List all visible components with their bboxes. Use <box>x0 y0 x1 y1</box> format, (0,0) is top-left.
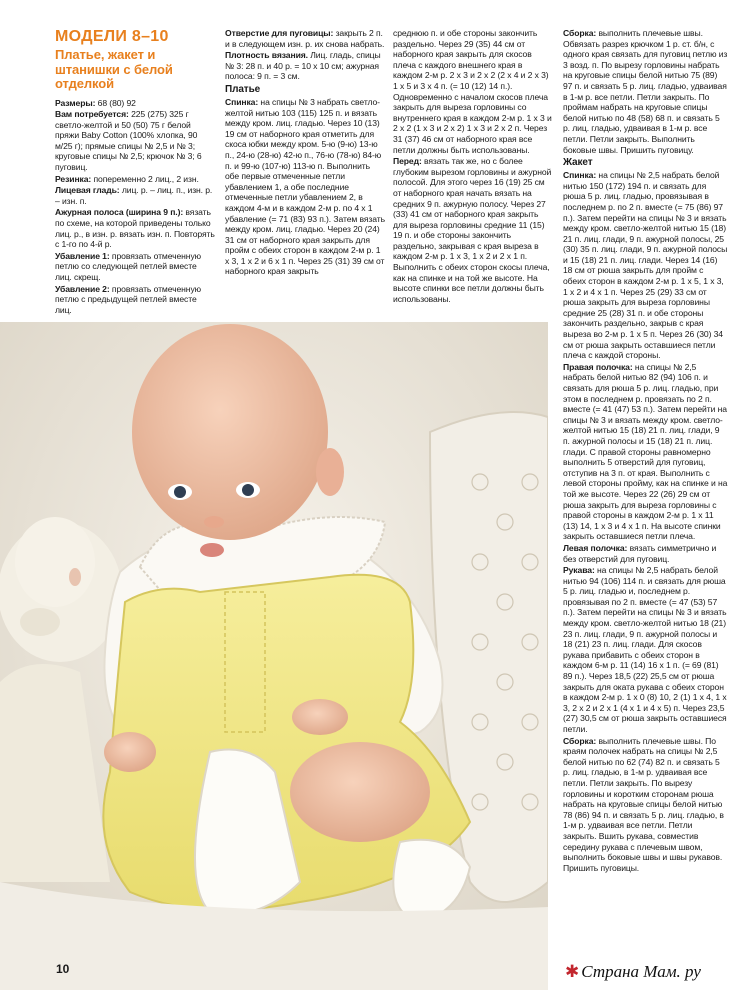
baby-photo-illustration <box>0 322 548 990</box>
right-front-text: на спицы № 2,5 набрать белой нитью 82 (94) 106 п. и связать для рюша 5 р. лиц. гладью, при этом в последнем р. провязать по 2 п. вместе (= 41 (47) 53 п.). Затем перейти на спицы № 3 и вязать между кром. светло-желтой нитью 15 (18) 21 п. лиц. глади, 9 п. ажурной полосы и 15 (18) 21 п. лиц. глади. С правой стороны равномерно выполнить 5 отверстий для пуговиц, отступив на 3 п. от края. Выполнить с левой стороны пройму, как на спинке и на той же высоте. Через 22 (26) 29 см от рюша закрыть для выреза горловины с правой стороны в каждом 2-м р. 1 х 11 (13) 14, 1 х 3 и 4 х 1 п. На высоте спинки закрыть оставшиеся петли плеча. <box>563 361 728 542</box>
gauge-label: Плотность вязания. <box>225 50 308 61</box>
dress-front-label: Перед: <box>393 156 422 167</box>
left-front-label: Левая полочка: <box>563 542 628 553</box>
lace-label: Ажурная полоса (ширина 9 п.): <box>55 207 184 218</box>
jacket-assembly-paragraph <box>563 736 728 874</box>
decrease2-paragraph <box>55 284 215 316</box>
gauge-text: Лиц. гладь, спицы № 3: 28 п. и 40 р. = 10 х 10 см; ажурная полоса: 9 п. = 3 см. <box>225 50 381 82</box>
stockinette-paragraph <box>55 185 215 206</box>
dress-back-continued: среднюю п. и обе стороны закончить раздельно. Через 29 (35) 44 см от наборного края закрыть для скосов плеча с каждого внешнего края в каждом 2-м р. 2 х 3 и 2 х 2 (2 х 4 и 2 х 3) 1 х 5 и 3 х 4 п. (= 10 (12) 14 п.). Одновременно с началом скосов плеча закрыть для выреза горловины со внутреннего края в каждом 2-м р. 1 х 3 и 2 х 2 (1 х 3 и 2 х 2) 1 х 3 и 2 х 2 п. Через 31 (37) 46 см от наборного края все петли должны быть использованы. <box>393 28 552 155</box>
sizes-paragraph <box>55 98 215 109</box>
dress-assembly-paragraph <box>563 28 728 155</box>
jacket-back-label: Спинка: <box>563 170 597 181</box>
decrease1-paragraph <box>55 251 215 283</box>
lace-paragraph <box>55 207 215 249</box>
baby-right-hand <box>292 699 348 735</box>
baby-photo <box>0 322 548 990</box>
page-number: 10 <box>56 962 70 976</box>
sleeves-paragraph <box>563 565 728 735</box>
materials-text: 225 (275) 325 г светло-желтой и 50 (50) 75 г белой пряжи Baby Cotton (100% хлопка, 90 м/25 г); прямые спицы № 2,5 и № 3; круговые спицы № 2,5; крючок № 3; 6 пуговиц. <box>55 109 202 173</box>
materials-paragraph <box>55 109 215 173</box>
rib-label: Резинка: <box>55 173 92 184</box>
right-front-paragraph <box>563 362 728 542</box>
materials-label: Вам потребуется: <box>55 109 129 120</box>
lace-text: вязать по схеме, на которой приведены только лиц. р., в изн. р. вязать изн. п. Повторять с 1-го по 4-й р. <box>55 207 215 250</box>
baby-head <box>132 324 328 540</box>
decrease2-label: Убавление 2: <box>55 283 110 294</box>
models-title: МОДЕЛИ 8–10 <box>55 28 169 45</box>
decrease1-label: Убавление 1: <box>55 250 110 261</box>
decrease1-text: провязать отмеченную петлю со следующей петлей вместе лиц. скрещ. <box>55 250 201 282</box>
sizes-text: 68 (80) 92 <box>97 97 136 108</box>
text-column-2 <box>225 28 385 278</box>
models-subtitle: Платье, жакет и штанишки с белой отделкой <box>55 47 173 91</box>
baby-left-hand <box>104 732 156 772</box>
left-front-text: вязать симметрично и без отверстий для пуговиц. <box>563 542 717 564</box>
text-column-1 <box>55 28 215 316</box>
dress-back-label: Спинка: <box>225 96 259 107</box>
left-front-paragraph <box>563 543 728 564</box>
dress-assembly-text: выполнить плечевые швы. Обвязать разрез крючком 1 р. ст. б/н, с одного края связать для пуговиц петлю из 3 возд. п. По вырезу горловины набрать на круговые спицы белой нитью 75 (89) 97 п. и связать 5 р. лиц. гладью, удваивая в 1-м р. все петли. Петли закрыть. По проймам набрать на круговые спицы белой нитью по 48 (58) 68 п. и связать 5 р. лиц. гладью, удваивая в 1-м р. все петли. Петли закрыть. Выполнить боковые швы. Пришить пуговицу. <box>563 28 728 155</box>
right-front-label: Правая полочка: <box>563 361 633 372</box>
jacket-heading: Жакет <box>563 157 593 169</box>
dress-heading: Платье <box>225 83 261 95</box>
star-icon: ✱ <box>565 962 580 981</box>
baby-leg <box>290 742 430 842</box>
buttonhole-paragraph <box>225 28 385 49</box>
decrease2-text: провязать отмеченную петлю с предыдущей петлей вместе лиц. <box>55 283 201 315</box>
dress-back-text: на спицы № 3 набрать светло-желтой нитью 103 (115) 125 п. и вязать между кром. лиц. гладью. Через 10 (13) 19 см от наборного края отметить для скоса юбки между кром. 5-ю (9-ю) 13-ю п., 24-ю (28-ю) 42-ю п., 76-ю (78-ю) 84-ю п. и 99-ю (107-ю) 113-ю п. Выполнить обе первые отмеченные петли убавлением 1, а обе последние отмеченные петли убавлением 2, в каждом 4-м и в каждом 2-м р. по 4 х 1 убавление (= 71 (83) 93 п.). Затем вязать между кром. лиц. гладью. Через 20 (24) 31 см от наборного края закрыть для пройм с обеих сторон в каждом 2-м р. 1 х 3, 1 х 2 и 6 х 1 п. Через 25 (31) 39 см от наборного края закрыть <box>225 96 385 277</box>
sleeves-text: на спицы № 2,5 набрать белой нитью 94 (106) 114 п. и связать для рюша 5 р. лиц. гладью и, последнем р. провязывая по 2 п. вместе (= 47 (53) 57 п.). Затем перейти на спицы № 3 и вязать между кром. светло-желтой нитью 18 (21) 23 п. лиц. глади, 9 п. ажурной полосы и 18 (21) 23 п. лиц. глади. Для скосов рукава прибавить с обеих сторон в каждом 6-м р. 11 (14) 16 х 1 п. (= 69 (81) 89 п.). Через 18,5 (22) 25,5 см от рюша закрыть для оката рукава с обеих сторон в каждом 2-м р. 1 х 0 (8) 10, 2 (1) 1 х 4, 1 х 3, 2 х 2 и 2 х 1 (4 х 1 и 4 х 5) п. Через 23,5 (27) 30,5 см от рюша закрыть оставшиеся петли. <box>563 565 727 734</box>
jacket-assembly-text: выполнить плечевые швы. По краям полочек набрать на спицы № 2,5 белой нитью по 62 (74) 82 п. и связать 5 р. лиц. гладью, в 1-м р. удваивая все петли. Петли закрыть. По вырезу горловины и коротким сторонам рюша набрать на круговые спицы белой нитью 78 (86) 94 п. и связать 5 р. лиц. гладью, в 1-м р. удваивая все петли. Петли закрыть. Вшить рукава, совместив середину рукава с плечевым швом, выполнить боковые швы и швы рукавов. Пришить пуговицы. <box>563 735 724 873</box>
dress-front-paragraph <box>393 156 553 304</box>
jacket-back-paragraph <box>563 170 728 361</box>
buttonhole-label: Отверстие для пуговицы: <box>225 28 334 38</box>
sizes-label: Размеры: <box>55 97 96 108</box>
dress-back-paragraph <box>225 97 385 277</box>
watermark-text: Страна Мам. ру <box>581 962 701 981</box>
watermark-logo <box>565 962 701 982</box>
buttonhole-text: закрыть 2 п. и в следующем изн. р. их снова набрать. <box>225 28 385 49</box>
baby-mouth <box>200 543 224 557</box>
stockinette-text: лиц. р. – лиц. п., изн. р. – изн. п. <box>55 185 213 206</box>
text-column-4 <box>563 28 728 874</box>
rib-text: попеременно 2 лиц., 2 изн. <box>93 173 199 184</box>
dress-assembly-label: Сборка: <box>563 28 597 38</box>
gauge-paragraph <box>225 50 385 82</box>
jacket-assembly-label: Сборка: <box>563 735 597 746</box>
sleeves-label: Рукава: <box>563 565 595 576</box>
stockinette-label: Лицевая гладь: <box>55 185 120 196</box>
text-column-3 <box>393 28 553 305</box>
rib-paragraph <box>55 174 215 185</box>
dress-front-text: вязать так же, но с более глубоким вырезом горловины и ажурной полосой. Для этого через 16 (19) 25 см от наборного края начать вязать на средних 9 п. ажурную полосу. Через 27 (33) 41 см от наборного края закрыть для выреза горловины средние 11 (15) 19 п. и обе стороны закончить раздельно, закрывая с края выреза в каждом 2-м р. 1 х 3, 1 х 2 и 2 х 1 п. Выполнить с обеих сторон скосы плеча, как на спинке и на той же высоте. На высоте спинки все петли должны быть использованы. <box>393 156 552 304</box>
jacket-back-text: на спицы № 2,5 набрать белой нитью 150 (172) 194 п. и связать для рюша 5 р. лиц. гладью, провязывая в последнем р. по 2 п. вместе (= 75 (86) 97 п.). Затем перейти на спицы № 3 и вязать между кром. светло-желтой нитью 15 (18) 21 п. лиц. глади, 9 п. ажурной полосы, 25 (30) 35 п. лиц. глади, 9 п. ажурной полосы и 15 (18) 21 п. лиц. глади. Через 14 (16) 18 см от рюша закрыть для пройм с обеих сторон в каждом 2-м р. 1 х 5, 1 х 3, 1 х 2 и 4 х 1 п. Через 25 (29) 33 см от рюша закрыть для выреза горловины средние 25 (28) 31 п. и обе стороны закончить раздельно, закрыв с края выреза во 2-м р. 1 х 5 п. Через 26 (30) 34 см от рюша закрыть оставшиеся петли плеча с каждой стороны. <box>563 170 728 361</box>
